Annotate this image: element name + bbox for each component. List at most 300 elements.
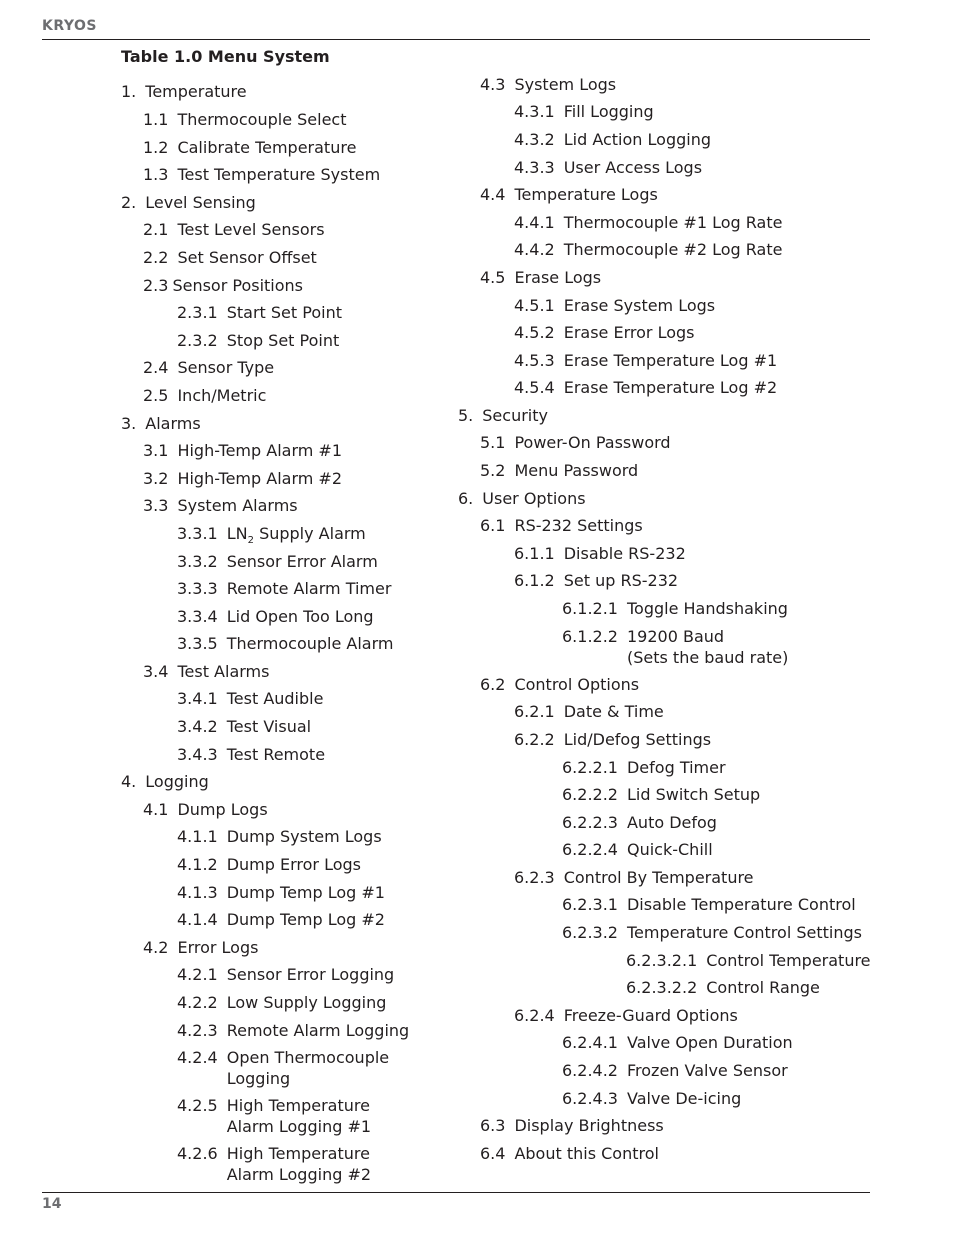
menu-item-label [177,661,269,682]
menu-item [480,184,658,205]
menu-item-text: User Options [482,489,586,508]
menu-item-number: 4.3.2 [514,130,555,149]
menu-item [514,729,711,750]
menu-item-label [564,212,783,233]
menu-item [177,523,366,544]
menu-item-label [564,101,654,122]
menu-item-text: Thermocouple #1 Log Rate [563,213,783,232]
menu-item-number: 1.3 [143,165,169,184]
menu-item-number: 2.5 [143,386,169,405]
menu-item-number: 6.1.1 [514,544,555,563]
menu-item [562,839,713,860]
menu-item-label [145,771,208,792]
menu-item-text: LN [226,524,248,543]
menu-item-label [627,894,856,915]
menu-item-text: Dump Temp Log #2 [226,910,385,929]
menu-item-number: 6.2.4.2 [562,1061,618,1080]
menu-item-label [627,1032,793,1053]
menu-item [562,1032,793,1053]
menu-item-number: 4.2 [143,938,169,957]
menu-item [480,74,616,95]
menu-item-label [145,192,256,213]
menu-item-number: 5.1 [480,433,506,452]
menu-item-number: 6.2.3.1 [562,895,618,914]
menu-item-text: Thermocouple Select [177,110,347,129]
menu-item-label [227,1047,389,1089]
menu-item-text: System Alarms [177,496,298,515]
menu-item-label [227,909,385,930]
brand-header: KRYOS [42,18,97,34]
menu-item [177,716,311,737]
menu-item [562,1060,788,1081]
menu-item-label [227,578,392,599]
menu-item-label [564,543,686,564]
menu-item-label [564,239,783,260]
menu-item-label [482,488,585,509]
menu-item-label [482,405,548,426]
menu-item-text: Dump Logs [177,800,268,819]
menu-item-number: 2.1 [143,220,169,239]
menu-item-number: 4.3.3 [514,158,555,177]
menu-item-number: 6.2.2.4 [562,840,618,859]
menu-item-text: Logging [145,772,209,791]
menu-item-number: 4.5 [480,268,506,287]
menu-item-label [227,330,340,351]
menu-item-text: Frozen Valve Sensor [626,1061,788,1080]
menu-item-label [177,357,274,378]
menu-item-number: 2.3.2 [177,331,218,350]
menu-item-number: 4.4.1 [514,213,555,232]
menu-item-label [564,701,664,722]
menu-item-label [227,688,324,709]
menu-item [143,137,356,158]
menu-item-text: Start Set Point [226,303,342,322]
menu-item-number: 6.1 [480,516,506,535]
menu-item-text: Temperature Control Settings [626,923,862,942]
menu-item [177,606,374,627]
menu-item [143,164,380,185]
menu-item-number: 1.2 [143,138,169,157]
menu-item-text: Remote Alarm Logging [226,1021,410,1040]
menu-item-number: 2.2 [143,248,169,267]
menu-item-text: Defog Timer [626,758,726,777]
menu-item-text: Lid Action Logging [563,130,711,149]
menu-item [562,757,726,778]
menu-item [514,157,702,178]
menu-item [480,515,643,536]
menu-item-text: Calibrate Temperature [177,138,357,157]
menu-item-number: 4.3.1 [514,102,555,121]
menu-item-text: Set up RS-232 [563,571,679,590]
menu-item-label [627,1060,788,1081]
menu-item-number: 3.4.3 [177,745,218,764]
menu-item-text-suffix: Supply Alarm [253,524,366,543]
menu-item-note: (Sets the baud rate) [626,648,789,667]
menu-item [143,495,298,516]
menu-item-label [564,1005,738,1026]
menu-item [177,1047,389,1089]
menu-item-number: 6.4 [480,1144,506,1163]
menu-item-text: Temperature Logs [514,185,658,204]
menu-item-text: Low Supply Logging [226,993,387,1012]
menu-item-text: Remote Alarm Timer [226,579,392,598]
menu-item [514,377,777,398]
menu-item-text: User Access Logs [563,158,703,177]
menu-item-number: 1. [121,82,137,101]
menu-item-number: 6.2.3.2.1 [626,951,698,970]
menu-item [143,247,317,268]
menu-item-label [514,432,670,453]
menu-item-label [227,716,311,737]
menu-item-text: Lid/Defog Settings [563,730,712,749]
menu-item-number: 1.1 [143,110,169,129]
menu-item [143,661,269,682]
menu-item [143,357,274,378]
menu-item-label [227,992,387,1013]
menu-item-number: 2.4 [143,358,169,377]
menu-item-number: 4.4.2 [514,240,555,259]
menu-item-label [227,606,374,627]
menu-item-text: Control Options [514,675,640,694]
menu-item-number: 3.3.3 [177,579,218,598]
menu-item-number: 3.2 [143,469,169,488]
menu-item-text: Power-On Password [514,433,671,452]
menu-item-number: 4.1.1 [177,827,218,846]
menu-item-text: Erase Logs [514,268,602,287]
menu-item [143,799,268,820]
menu-item-label [564,867,754,888]
menu-item-text: Quick-Chill [626,840,713,859]
menu-item-text: High-Temp Alarm #2 [177,469,343,488]
menu-item-number: 6.2.2 [514,730,555,749]
menu-item-number: 4.1.4 [177,910,218,929]
menu-item-number: 2.3 [143,276,169,295]
menu-item-label [514,515,642,536]
menu-item-number: 6.1.2.2 [562,627,618,646]
menu-item-number: 6.2.4.1 [562,1033,618,1052]
menu-item-label [227,1143,371,1185]
menu-item [177,633,393,654]
menu-item-text: Toggle Handshaking [626,599,788,618]
menu-item [143,275,303,296]
menu-item-number: 4.5.1 [514,296,555,315]
menu-item-text-line2: Alarm Logging #2 [226,1165,372,1184]
menu-item-number: 4.1.3 [177,883,218,902]
menu-item-text: Test Visual [226,717,312,736]
menu-item-number: 4.4 [480,185,506,204]
menu-item [121,413,201,434]
menu-item-text-line2: Alarm Logging #1 [226,1117,372,1136]
menu-item [143,109,347,130]
menu-item-label [145,81,246,102]
menu-item-number: 4.1 [143,800,169,819]
menu-item-number: 6.2.2.1 [562,758,618,777]
menu-item [177,744,325,765]
menu-item-text: Thermocouple #2 Log Rate [563,240,783,259]
menu-item-label [564,350,777,371]
menu-item-number: 3.4.1 [177,689,218,708]
menu-item-text: Sensor Error Alarm [226,552,378,571]
menu-item [177,1020,409,1041]
menu-item [514,295,715,316]
menu-item-text: Control Range [706,978,820,997]
menu-item-text: Erase Temperature Log #1 [563,351,778,370]
menu-item-number: 6.2.1 [514,702,555,721]
menu-item-text: Test Level Sensors [177,220,325,239]
menu-item [562,784,760,805]
menu-item [562,812,717,833]
menu-item-number: 3.3.1 [177,524,218,543]
menu-item-text: Dump System Logs [226,827,382,846]
menu-item-label [227,1020,409,1041]
menu-item-text: Test Alarms [177,662,270,681]
menu-item [177,882,385,903]
menu-item-text: Date & Time [563,702,664,721]
menu-item [121,81,247,102]
menu-item-label [177,440,342,461]
menu-item [480,1143,659,1164]
menu-item-number: 3.3.4 [177,607,218,626]
menu-item-number: 4.2.3 [177,1021,218,1040]
menu-item [177,688,323,709]
menu-item [177,1143,371,1185]
menu-item-text: Freeze-Guard Options [563,1006,738,1025]
menu-item-label [227,302,342,323]
menu-item [177,992,386,1013]
menu-item-text: Set Sensor Offset [177,248,317,267]
menu-item-text: Inch/Metric [177,386,267,405]
menu-item [480,1115,664,1136]
menu-item [514,543,686,564]
menu-item-number: 3.3 [143,496,169,515]
menu-item-label [227,964,395,985]
menu-item-number: 4.2.5 [177,1096,218,1115]
menu-item-number: 3. [121,414,137,433]
page-number: 14 [42,1196,62,1212]
menu-item-label [177,495,297,516]
menu-item-text: High Temperature [226,1096,370,1115]
menu-item-number: 5.2 [480,461,506,480]
menu-item-number: 6.2 [480,675,506,694]
menu-item-label [514,1115,663,1136]
menu-item-label [514,74,616,95]
menu-item-label [564,157,702,178]
menu-item-number: 2.3.1 [177,303,218,322]
menu-item-number: 4.2.1 [177,965,218,984]
menu-item-text: Display Brightness [514,1116,664,1135]
menu-item-text: Sensor Positions [172,276,304,295]
menu-item-text: Valve De-icing [626,1089,742,1108]
menu-item-text: High Temperature [226,1144,370,1163]
menu-item [121,192,256,213]
menu-item-text: Disable Temperature Control [626,895,856,914]
menu-item-number: 2. [121,193,137,212]
menu-item-label [177,385,266,406]
menu-item-number: 4.5.2 [514,323,555,342]
menu-item-label [227,551,378,572]
menu-item-number: 4.2.6 [177,1144,218,1163]
menu-item-text: Open Thermocouple [226,1048,390,1067]
subscript: 2 [247,535,254,546]
menu-item-number: 4.2.4 [177,1048,218,1067]
menu-item [514,350,777,371]
menu-item-number: 6.2.3.2.2 [626,978,698,997]
menu-item [514,701,664,722]
menu-item [480,460,638,481]
menu-item [514,212,782,233]
menu-item-label [177,799,267,820]
menu-item-label [564,322,695,343]
menu-item [177,964,394,985]
table-title: Table 1.0 Menu System [121,47,330,66]
menu-item-number: 6.1.2.1 [562,599,618,618]
menu-item [562,598,788,619]
menu-item-number: 6.2.3.2 [562,923,618,942]
menu-item-label [627,784,760,805]
header-rule [42,39,870,40]
menu-item [177,330,339,351]
menu-item-label [227,882,385,903]
menu-item [177,854,361,875]
menu-item-label [227,523,366,544]
menu-item-label [177,164,380,185]
menu-item-number: 6.2.2.3 [562,813,618,832]
menu-item-label [177,109,346,130]
menu-item-label [564,129,711,150]
menu-item-text: Lid Open Too Long [226,607,374,626]
menu-item-label [627,922,862,943]
footer-rule [42,1192,870,1193]
menu-item-text: Dump Temp Log #1 [226,883,385,902]
menu-item-label [227,744,325,765]
menu-item-label [564,570,678,591]
menu-item-label [514,674,639,695]
menu-item [514,101,654,122]
menu-item [143,219,325,240]
menu-item [562,894,856,915]
menu-item-label [227,826,382,847]
menu-item-text: RS-232 Settings [514,516,643,535]
menu-item-text: Control Temperature [706,951,871,970]
menu-item-label [227,633,394,654]
menu-item-label [627,598,788,619]
menu-item [458,488,586,509]
menu-item-number: 6.2.4.3 [562,1089,618,1108]
menu-item-number: 6. [458,489,474,508]
menu-item-text: Menu Password [514,461,639,480]
menu-item [626,977,820,998]
menu-item [480,432,671,453]
menu-item [514,1005,738,1026]
menu-item [143,468,342,489]
menu-item-number: 4.2.2 [177,993,218,1012]
menu-item-number: 3.3.5 [177,634,218,653]
menu-item-number: 3.3.2 [177,552,218,571]
menu-item-text: Lid Switch Setup [626,785,761,804]
menu-item [177,826,382,847]
menu-item-label [706,977,820,998]
menu-item-label [627,839,713,860]
menu-item [626,950,871,971]
menu-item-number: 4.5.4 [514,378,555,397]
menu-item-text: Erase Temperature Log #2 [563,378,778,397]
menu-item [562,1088,741,1109]
menu-item-number: 6.2.3 [514,868,555,887]
menu-item [514,129,711,150]
menu-item-label [177,219,324,240]
menu-item-label [564,729,711,750]
menu-item-label [177,468,342,489]
menu-item-text: Error Logs [177,938,259,957]
menu-item-text: System Logs [514,75,617,94]
menu-item-text: Fill Logging [563,102,654,121]
menu-item-label [564,295,715,316]
menu-item-text: Stop Set Point [226,331,340,350]
menu-item-text: Thermocouple Alarm [226,634,394,653]
menu-item [177,909,385,930]
menu-item [143,385,266,406]
menu-item [177,551,378,572]
menu-item-text: Temperature [145,82,247,101]
menu-item-number: 3.4 [143,662,169,681]
menu-item [143,440,342,461]
menu-item-text: About this Control [514,1144,659,1163]
menu-item-label [514,184,657,205]
menu-item-label [514,267,601,288]
menu-item-text: High-Temp Alarm #1 [177,441,343,460]
menu-item [177,1095,371,1137]
menu-item-text-line2: Logging [226,1069,291,1088]
menu-item-text: Test Remote [226,745,326,764]
menu-item [480,674,639,695]
menu-item [480,267,601,288]
menu-item [458,405,548,426]
menu-item-text: Sensor Type [177,358,275,377]
menu-item [514,239,782,260]
menu-item-label [564,377,777,398]
menu-item-text: Erase Error Logs [563,323,695,342]
menu-item-text: Sensor Error Logging [226,965,395,984]
menu-item-number: 6.2.2.2 [562,785,618,804]
menu-item-number: 3.1 [143,441,169,460]
menu-item-label [627,812,717,833]
menu-item-text: Control By Temperature [563,868,754,887]
menu-item-text: Test Temperature System [177,165,381,184]
menu-item-label [514,1143,659,1164]
menu-item-number: 4.1.2 [177,855,218,874]
menu-item-number: 4.3 [480,75,506,94]
menu-item-number: 3.4.2 [177,717,218,736]
menu-item [121,771,209,792]
menu-item-text: Disable RS-232 [563,544,686,563]
menu-item-label [227,854,361,875]
menu-item [514,570,678,591]
menu-item [177,302,342,323]
menu-item-label [145,413,200,434]
menu-item-label [514,460,638,481]
menu-item-label [227,1095,371,1137]
menu-item [514,322,694,343]
menu-item-text: 19200 Baud [626,627,725,646]
menu-item [143,937,258,958]
menu-item-label [627,757,726,778]
menu-item-number: 6.2.4 [514,1006,555,1025]
menu-item-number: 4.5.3 [514,351,555,370]
menu-item [177,578,391,599]
menu-item [562,922,862,943]
menu-item-text: Auto Defog [626,813,717,832]
menu-item-number: 5. [458,406,474,425]
